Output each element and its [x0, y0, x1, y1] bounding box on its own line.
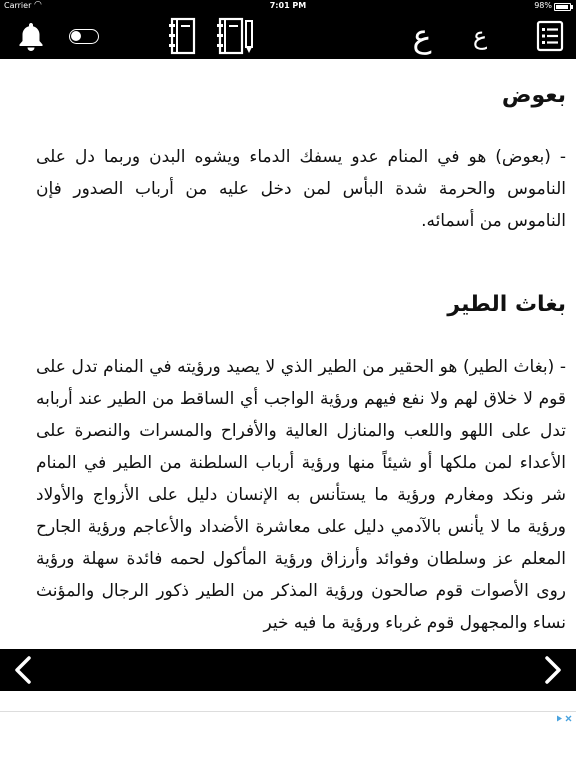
next-page-button[interactable]	[538, 649, 568, 691]
notes-button[interactable]	[214, 13, 258, 59]
entry-title: بعوض	[501, 83, 566, 108]
menu-button[interactable]	[532, 13, 568, 59]
chevron-left-icon	[13, 655, 33, 685]
page-navigation-bar	[0, 649, 576, 691]
status-bar	[0, 0, 576, 13]
notebook-icon	[168, 17, 198, 55]
ad-banner[interactable]	[0, 711, 576, 769]
status-time: 7:01 PM	[269, 1, 307, 10]
ad-close-button[interactable]	[556, 713, 572, 723]
entry-body: - (بعوض) هو في المنام عدو يسفك الدماء ويشوه البدن وربما دل على الناموس والحرمة شدة البأس لمن دخل عليه من أرباب الصدور فإن الناموس من أسمائه.	[36, 147, 566, 231]
ad-close-icon	[565, 715, 572, 722]
night-mode-toggle[interactable]	[66, 13, 102, 59]
font-increase-button[interactable]: ع	[412, 17, 432, 55]
entry-body: - (بغاث الطير) هو الحقير من الطير الذي لا يصيد ورؤيته في المنام تدل على قوم لا خلاق لهم ولا نفع فيهم ورؤية الواجب أي الساقط من الطير عند أربابه تدل على اللهو واللعب والمنازل العالية والأفراح والمسرات والنصرة على الأعداء لمن ملكها أو شيئاً منها ورؤية أرباب السلطنة من الطير في المنام شر ونكد ومغارم ورؤية ما يستأنس به الإنسان دليل على الأزواج والأولاد ورؤية ما لا يأنس بالآدمي دليل على معاشرة الأضداد والأعاجم ورؤية الجارح المعلم عز وسلطان وفوائد وأرزاق ورؤية المأكول لحمه فائدة سهلة ورؤية روى الأصوات قوم صالحون ورؤية المذكر من الطير ذكور الرجال والمؤنث نساء والمجهول قوم غرباء ورؤية ما فيه خير	[36, 357, 566, 633]
notebook-pen-icon	[216, 17, 256, 55]
article-content[interactable]	[0, 59, 576, 649]
top-toolbar	[0, 13, 576, 59]
battery-percent: 98%	[534, 1, 552, 10]
ad-info-icon	[556, 715, 563, 722]
wifi-icon: ◠	[34, 0, 42, 10]
font-decrease-button[interactable]: ع	[472, 22, 488, 50]
previous-page-button[interactable]	[8, 649, 38, 691]
notifications-button[interactable]	[14, 13, 48, 59]
carrier-label: Carrier	[4, 1, 32, 10]
toggle-knob	[71, 31, 81, 41]
chevron-right-icon	[543, 655, 563, 685]
menu-list-icon	[536, 20, 564, 52]
battery-icon	[554, 3, 571, 11]
bookmarks-button[interactable]	[166, 13, 200, 59]
bell-icon	[17, 21, 45, 51]
toggle-switch	[69, 29, 99, 44]
entry-title: بغاث الطير	[447, 292, 566, 317]
